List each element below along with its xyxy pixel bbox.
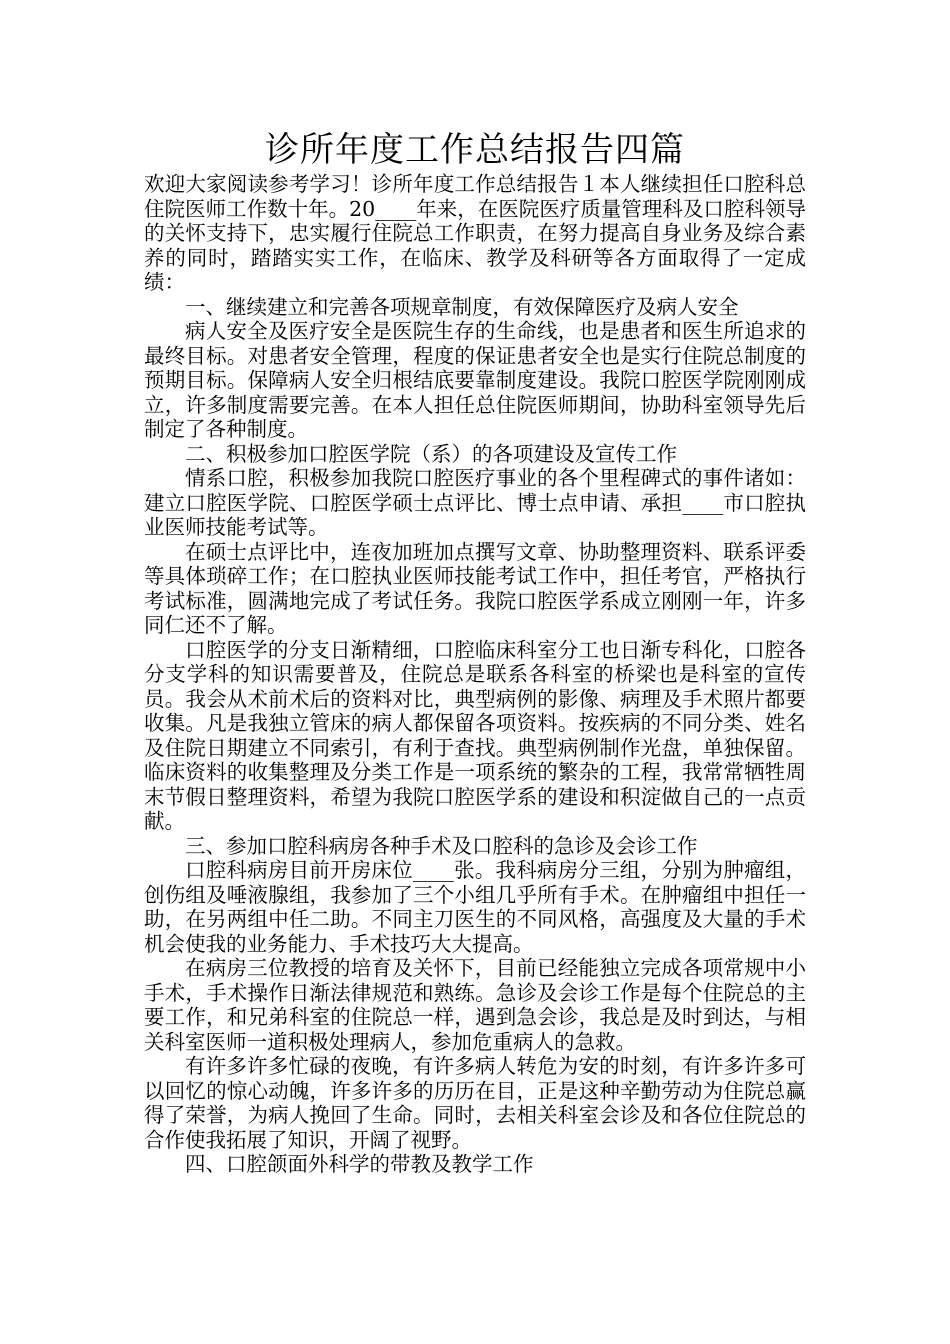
paragraph: 有许多许多忙碌的夜晚，有许多病人转危为安的时刻，有许多许多可以回忆的惊心动魄，许多许多的历历在目，正是这种辛勤劳动为住院总赢得了荣誉，为病人挽回了生命。同时，去相关科室会诊及和各位住院总的合作使我拓展了知识，开阔了视野。 — [144, 1054, 806, 1152]
document-page — [144, 128, 806, 1177]
document-title: 诊所年度工作总结报告四篇 — [265, 130, 685, 170]
paragraph: 欢迎大家阅读参考学习！诊所年度工作总结报告１本人继续担任口腔科总住院医师工作数十年。20____年来，在医院医疗质量管理科及口腔科领导的关怀支持下，忠实履行住院总工作职责，在努力提高自身业务及综合素养的同时，踏踏实实工作，在临床、教学及科研等各方面取得了一定成绩： — [144, 172, 806, 294]
paragraph: 情系口腔，积极参加我院口腔医疗事业的各个里程碑式的事件诸如：建立口腔医学院、口腔医学硕士点评比、博士点申请、承担____市口腔执业医师技能考试等。 — [144, 466, 806, 539]
paragraph: 病人安全及医疗安全是医院生存的生命线，也是患者和医生所追求的最终目标。对患者安全管理，程度的保证患者安全也是实行住院总制度的预期目标。保障病人安全归根结底要靠制度建设。我院口腔医学院刚刚成立，许多制度需要完善。在本人担任总住院医师期间，协助科室领导先后制定了各种制度。 — [144, 319, 806, 441]
paragraph: 一、继续建立和完善各项规章制度，有效保障医疗及病人安全 — [185, 294, 739, 319]
paragraph: 在病房三位教授的培育及关怀下，目前已经能独立完成各项常规中小手术，手术操作日渐法律规范和熟练。急诊及会诊工作是每个住院总的主要工作，和兄弟科室的住院总一样，遇到急会诊，我总是及时到达，与相关科室医师一道积极处理病人，参加危重病人的急救。 — [144, 956, 806, 1054]
paragraph: 二、积极参加口腔医学院（系）的各项建设及宣传工作 — [185, 441, 677, 466]
paragraph: 口腔科病房目前开房床位____张。我科病房分三组，分别为肿瘤组，创伤组及唾液腺组，我参加了三个小组几乎所有手术。在肿瘤组中担任一助，在另两组中任二助。不同主刀医生的不同风格，高强度及大量的手术机会使我的业务能力、手术技巧大大提高。 — [144, 858, 806, 956]
paragraph: 口腔医学的分支日渐精细，口腔临床科室分工也日渐专科化，口腔各分支学科的知识需要普及，住院总是联系各科室的桥梁也是科室的宣传员。我会从术前术后的资料对比，典型病例的影像、病理及手术照片都要收集。凡是我独立管床的病人都保留各项资料。按疾病的不同分类、姓名及住院日期建立不同索引，有利于查找。典型病例制作光盘，单独保留。临床资料的收集整理及分类工作是一项系统的繁杂的工程，我常常牺牲周末节假日整理资料，希望为我院口腔医学系的建设和积淀做自己的一点贡献。 — [144, 637, 806, 833]
paragraph: 三、参加口腔科病房各种手术及口腔科的急诊及会诊工作 — [185, 833, 698, 858]
paragraph: 在硕士点评比中，连夜加班加点撰写文章、协助整理资料、联系评委等具体琐碎工作；在口腔执业医师技能考试工作中，担任考官，严格执行考试标准，圆满地完成了考试任务。我院口腔医学系成立刚刚一年，许多同仁还不了解。 — [144, 539, 806, 637]
paragraph: 四、口腔颌面外科学的带教及教学工作 — [185, 1152, 534, 1176]
document-body — [144, 172, 806, 1177]
